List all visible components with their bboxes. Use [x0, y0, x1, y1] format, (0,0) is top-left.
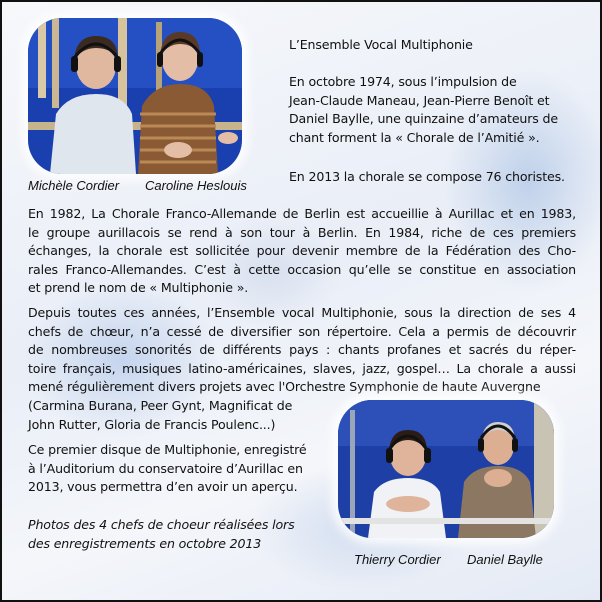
intro-line: Jean-Claude Maneau, Jean-Pierre Benoît et [289, 92, 550, 108]
repertoire-line: chefs de chœur, n’a cessé de diversifier son répertoire. Cela a permis de découvrir [28, 323, 576, 339]
history-paragraph [28, 205, 576, 298]
intro-line: En octobre 1974, sous l’impulsion de [289, 74, 517, 89]
caption-thierry: Thierry Cordier [354, 552, 441, 567]
repertoire-line: de nombreuses sonorités de différents pays : chants profanes et sacrés du réper- [28, 342, 576, 358]
disc-line: 2013, vous permettra d’en avoir un aperçu. [28, 479, 298, 495]
photos-note-line: Photos des 4 chefs de choeur réalisées lors [28, 517, 295, 532]
intro-line: chant forment la « Chorale de l’Amitié ». [289, 129, 540, 145]
repertoire-line: toire français, musiques latino-américaines, slaves, jazz, gospel… La chorale a aussi [28, 360, 576, 376]
repertoire-line: John Rutter, Gloria de Francis Poulenc...) [28, 416, 276, 432]
photo-michele-caroline [28, 18, 242, 174]
caption-daniel: Daniel Baylle [467, 552, 543, 567]
photos-note-line: des enregistrements en octobre 2013 [28, 535, 262, 551]
disc-line: à l’Auditorium du conservatoire d’Aurillac en [28, 460, 303, 476]
title [289, 36, 579, 55]
disc-line: Ce premier disque de Multiphonie, enregistré [28, 442, 307, 457]
history-line: rales Franco-Allemandes. C’est à cette occasion qu’elle se constitue en association [28, 261, 576, 277]
caption-michele: Michèle Cordier [28, 178, 120, 193]
photos-note [28, 516, 328, 553]
photo-illustration [28, 18, 242, 174]
intro-line: Daniel Baylle, une quinzaine d’amateurs de [289, 111, 558, 127]
history-line: En 1982, La Chorale Franco-Allemande de Berlin est accueillie à Aurillac et en 1983, [28, 206, 576, 221]
photo-thierry-daniel [338, 400, 554, 538]
title-text: L’Ensemble Vocal Multiphonie [289, 37, 473, 52]
caption-caroline: Caroline Heslouis [145, 178, 247, 193]
history-line: échanges, la chorale est sollicitée pour devenir membre de la Fédération des Cho- [28, 243, 576, 259]
repertoire-line: (Carmina Burana, Peer Gynt, Magnificat de [28, 397, 293, 413]
disc-paragraph [28, 441, 328, 497]
history-line: le groupe aurillacois se rend à son tour à Berlin. En 1984, riche de ces premiers [28, 224, 576, 240]
intro-paragraph [289, 73, 569, 147]
repertoire-line: mené régulièrement divers projets avec l'Orchestre Symphonie de haute Auvergne [28, 379, 541, 395]
choristes-line: En 2013 la chorale se compose 76 choristes. [289, 169, 565, 184]
repertoire-line: Depuis toutes ces années, l’Ensemble vocal Multiphonie, sous la direction de ses 4 [28, 305, 576, 320]
history-line: et prend le nom de « Multiphonie ». [28, 280, 249, 296]
photo-illustration [338, 400, 554, 538]
choristes-paragraph [289, 168, 579, 187]
